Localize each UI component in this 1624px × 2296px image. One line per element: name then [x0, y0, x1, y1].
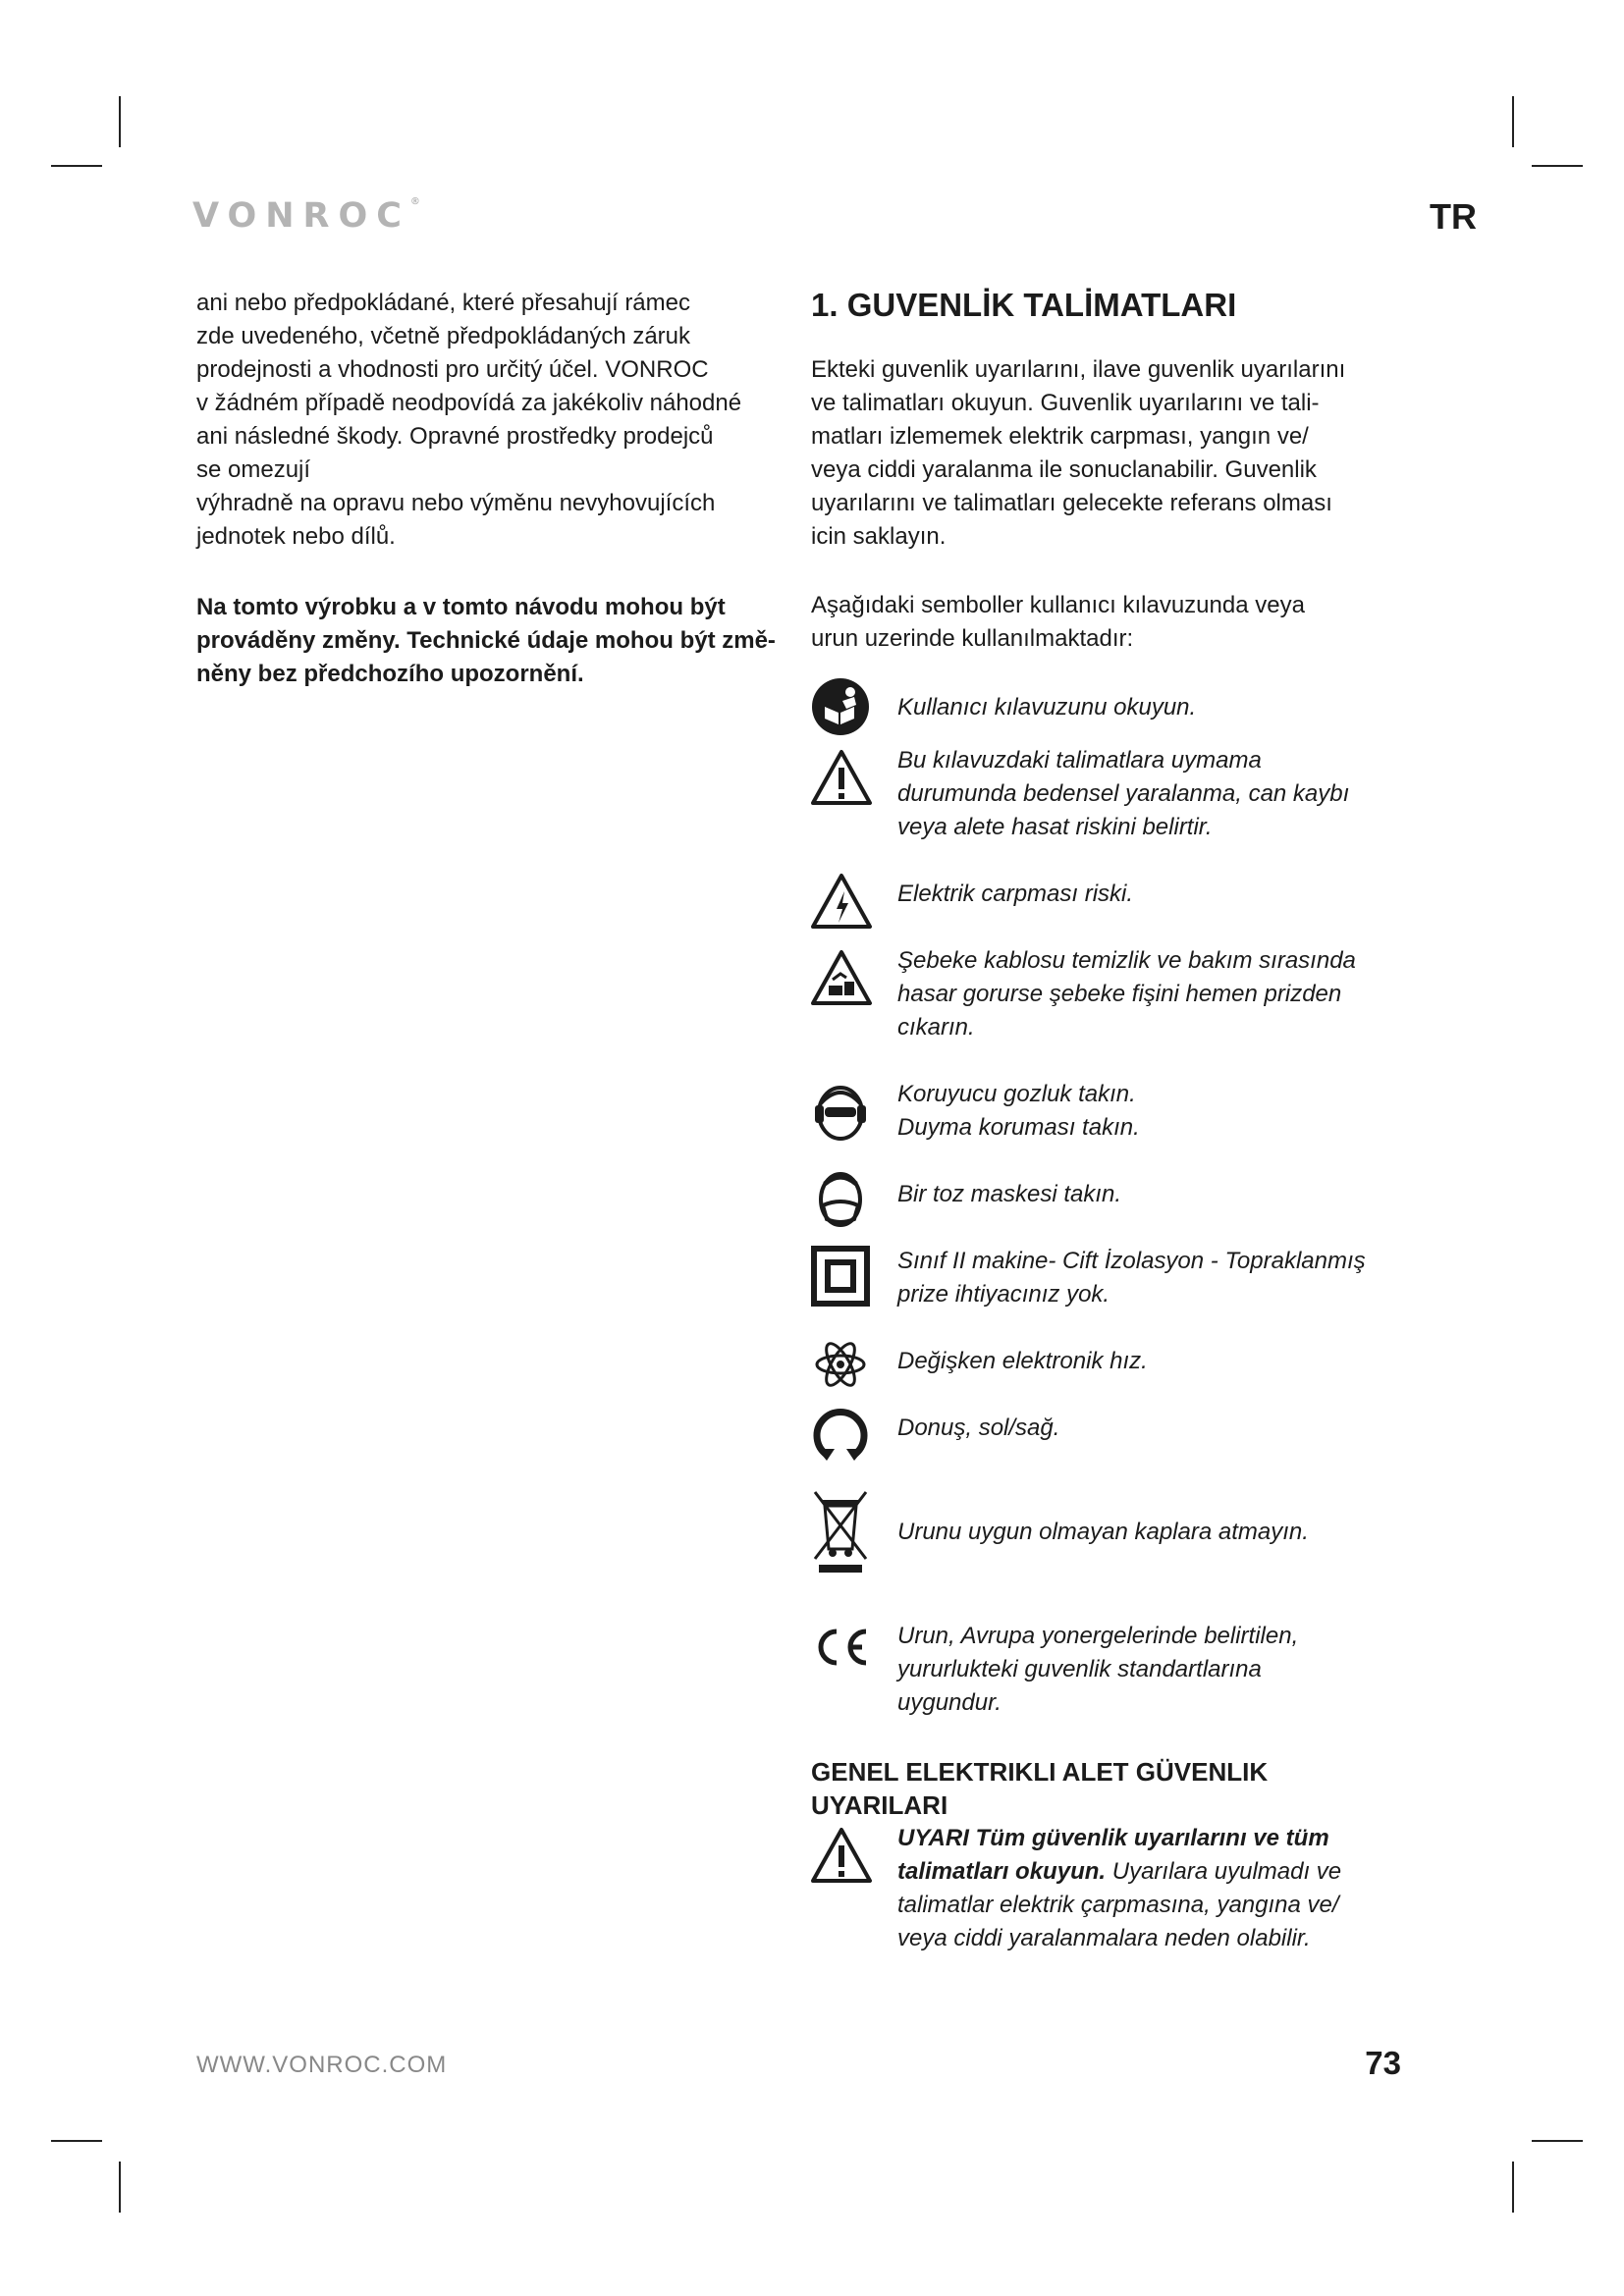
symbol-text: uygundur.: [897, 1689, 1001, 1716]
text-line: v žádném případě neodpovídá za jakékoliv náhodné: [196, 390, 742, 416]
crop-mark: [1532, 165, 1583, 167]
symbol-text: Bir toz maskesi takın.: [897, 1181, 1122, 1207]
crop-mark: [51, 165, 102, 167]
symbol-row: [811, 677, 1420, 744]
symbol-text: Sınıf II makine- Cift İzolasyon - Topraklanmış: [897, 1248, 1366, 1274]
variable-speed-icon: [811, 1331, 876, 1398]
text-line: ani následné škody. Opravné prostředky prodejců: [196, 423, 714, 450]
symbol-row: [811, 1500, 1420, 1614]
general-warnings-heading: UYARILARI: [811, 1790, 948, 1820]
symbol-text: Urunu uygun olmayan kaplara atmayın.: [897, 1519, 1309, 1545]
symbol-text: Duyma koruması takın.: [897, 1114, 1140, 1141]
symbol-text: durumunda bedensel yaralanma, can kaybı: [897, 780, 1350, 807]
warning-text: talimatlar elektrik çarpmasına, yangına ve/: [897, 1892, 1339, 1918]
intro-line: veya ciddi yaralanma ile sonuclanabilir. Guvenlik: [811, 456, 1317, 483]
symbol-row: [811, 1412, 1420, 1478]
ce-mark-icon: [811, 1620, 876, 1686]
symbol-text: cıkarın.: [897, 1014, 975, 1041]
warning-text: veya ciddi yaralanmalara neden olabilir.: [897, 1925, 1311, 1951]
symbol-text: Elektrik carpması riski.: [897, 881, 1134, 907]
text-line: zde uvedeného, včetně předpokládaných záruk: [196, 323, 691, 349]
warning-text: UYARI Tüm güvenlik uyarılarını ve tüm: [897, 1825, 1329, 1851]
unplug-icon: [811, 944, 876, 1011]
notice-line: něny bez předchozího upozornění.: [196, 661, 584, 687]
intro-line: matları izlememek elektrik carpması, yangın ve/: [811, 423, 1309, 450]
crop-mark: [119, 2162, 121, 2213]
crop-mark: [119, 96, 121, 147]
brand-logo: VONROC®: [192, 196, 420, 236]
symbols-intro-line: urun uzerinde kullanılmaktadır:: [811, 625, 1134, 652]
text-line: výhradně na opravu nebo výměnu nevyhovujících: [196, 490, 716, 516]
warning-block: [811, 1822, 1420, 1955]
symbol-text: veya alete hasat riskini belirtir.: [897, 814, 1213, 840]
symbol-text: Bu kılavuzdaki talimatlara uymama: [897, 747, 1262, 774]
language-code: TR: [1430, 196, 1477, 237]
symbol-row: [811, 1345, 1420, 1378]
symbol-text: Şebeke kablosu temizlik ve bakım sırasında: [897, 947, 1356, 974]
symbol-row: [811, 878, 1420, 944]
intro-line: ve talimatları okuyun. Guvenlik uyarılarını ve tali-: [811, 390, 1320, 416]
goggles-earmuffs-icon: [811, 1082, 876, 1148]
symbol-text: hasar gorurse şebeke fişini hemen prizden: [897, 981, 1342, 1007]
symbol-text: Koruyucu gozluk takın.: [897, 1081, 1136, 1107]
intro-line: Ekteki guvenlik uyarılarını, ilave guvenlik uyarılarını: [811, 356, 1346, 383]
crop-mark: [1532, 2140, 1583, 2142]
symbols-intro-line: Aşağıdaki semboller kullanıcı kılavuzunda veya: [811, 592, 1305, 618]
symbol-text: yururlukteki guvenlik standartlarına: [897, 1656, 1262, 1682]
text-line: ani nebo předpokládané, které přesahují rámec: [196, 290, 690, 316]
electric-shock-icon: [811, 868, 876, 934]
text-line: prodejnosti a vhodnosti pro určitý účel. VONROC: [196, 356, 709, 383]
symbol-text: Kullanıcı kılavuzunu okuyun.: [897, 694, 1197, 721]
symbol-text: prize ihtiyacınız yok.: [897, 1281, 1110, 1308]
dust-mask-icon: [811, 1166, 876, 1233]
class-ii-icon: [811, 1245, 876, 1311]
warning-icon: [811, 744, 876, 811]
crop-mark: [1512, 96, 1514, 147]
text-line: se omezují: [196, 456, 311, 483]
symbol-text: Urun, Avrupa yonergelerinde belirtilen,: [897, 1623, 1299, 1649]
weee-bin-icon: [811, 1488, 876, 1576]
text-line: jednotek nebo dílů.: [196, 523, 396, 550]
warning-text: Uyarılara uyulmadı ve: [1106, 1858, 1342, 1885]
symbol-row: [811, 1245, 1420, 1311]
crop-mark: [1512, 2162, 1514, 2213]
symbol-row: [811, 1078, 1420, 1145]
notice-line: Na tomto výrobku a v tomto návodu mohou být: [196, 594, 726, 620]
warning-icon: [811, 1822, 876, 1889]
website-url: WWW.VONROC.COM: [196, 2052, 448, 2078]
symbol-text: Değişken elektronik hız.: [897, 1348, 1148, 1374]
notice-line: prováděny změny. Technické údaje mohou být změ-: [196, 627, 776, 654]
intro-line: uyarılarını ve talimatları gelecekte referans olması: [811, 490, 1332, 516]
general-warnings-heading: GENEL ELEKTRIKLI ALET GÜVENLIK: [811, 1757, 1269, 1787]
left-column: [196, 287, 790, 691]
symbol-row: [811, 1178, 1420, 1245]
right-column: [811, 285, 1420, 1955]
warning-text: talimatları okuyun.: [897, 1858, 1107, 1885]
symbol-text: Donuş, sol/sağ.: [897, 1415, 1060, 1441]
symbol-row: [811, 1620, 1420, 1720]
symbol-row: [811, 744, 1420, 844]
intro-line: icin saklayın.: [811, 523, 947, 550]
manual-icon: [811, 677, 876, 744]
symbol-row: [811, 944, 1420, 1044]
section-title: 1. GUVENLİK TALİMATLARI: [811, 287, 1237, 323]
page-number: 73: [1365, 2045, 1401, 2081]
rotation-icon: [811, 1400, 876, 1467]
crop-mark: [51, 2140, 102, 2142]
